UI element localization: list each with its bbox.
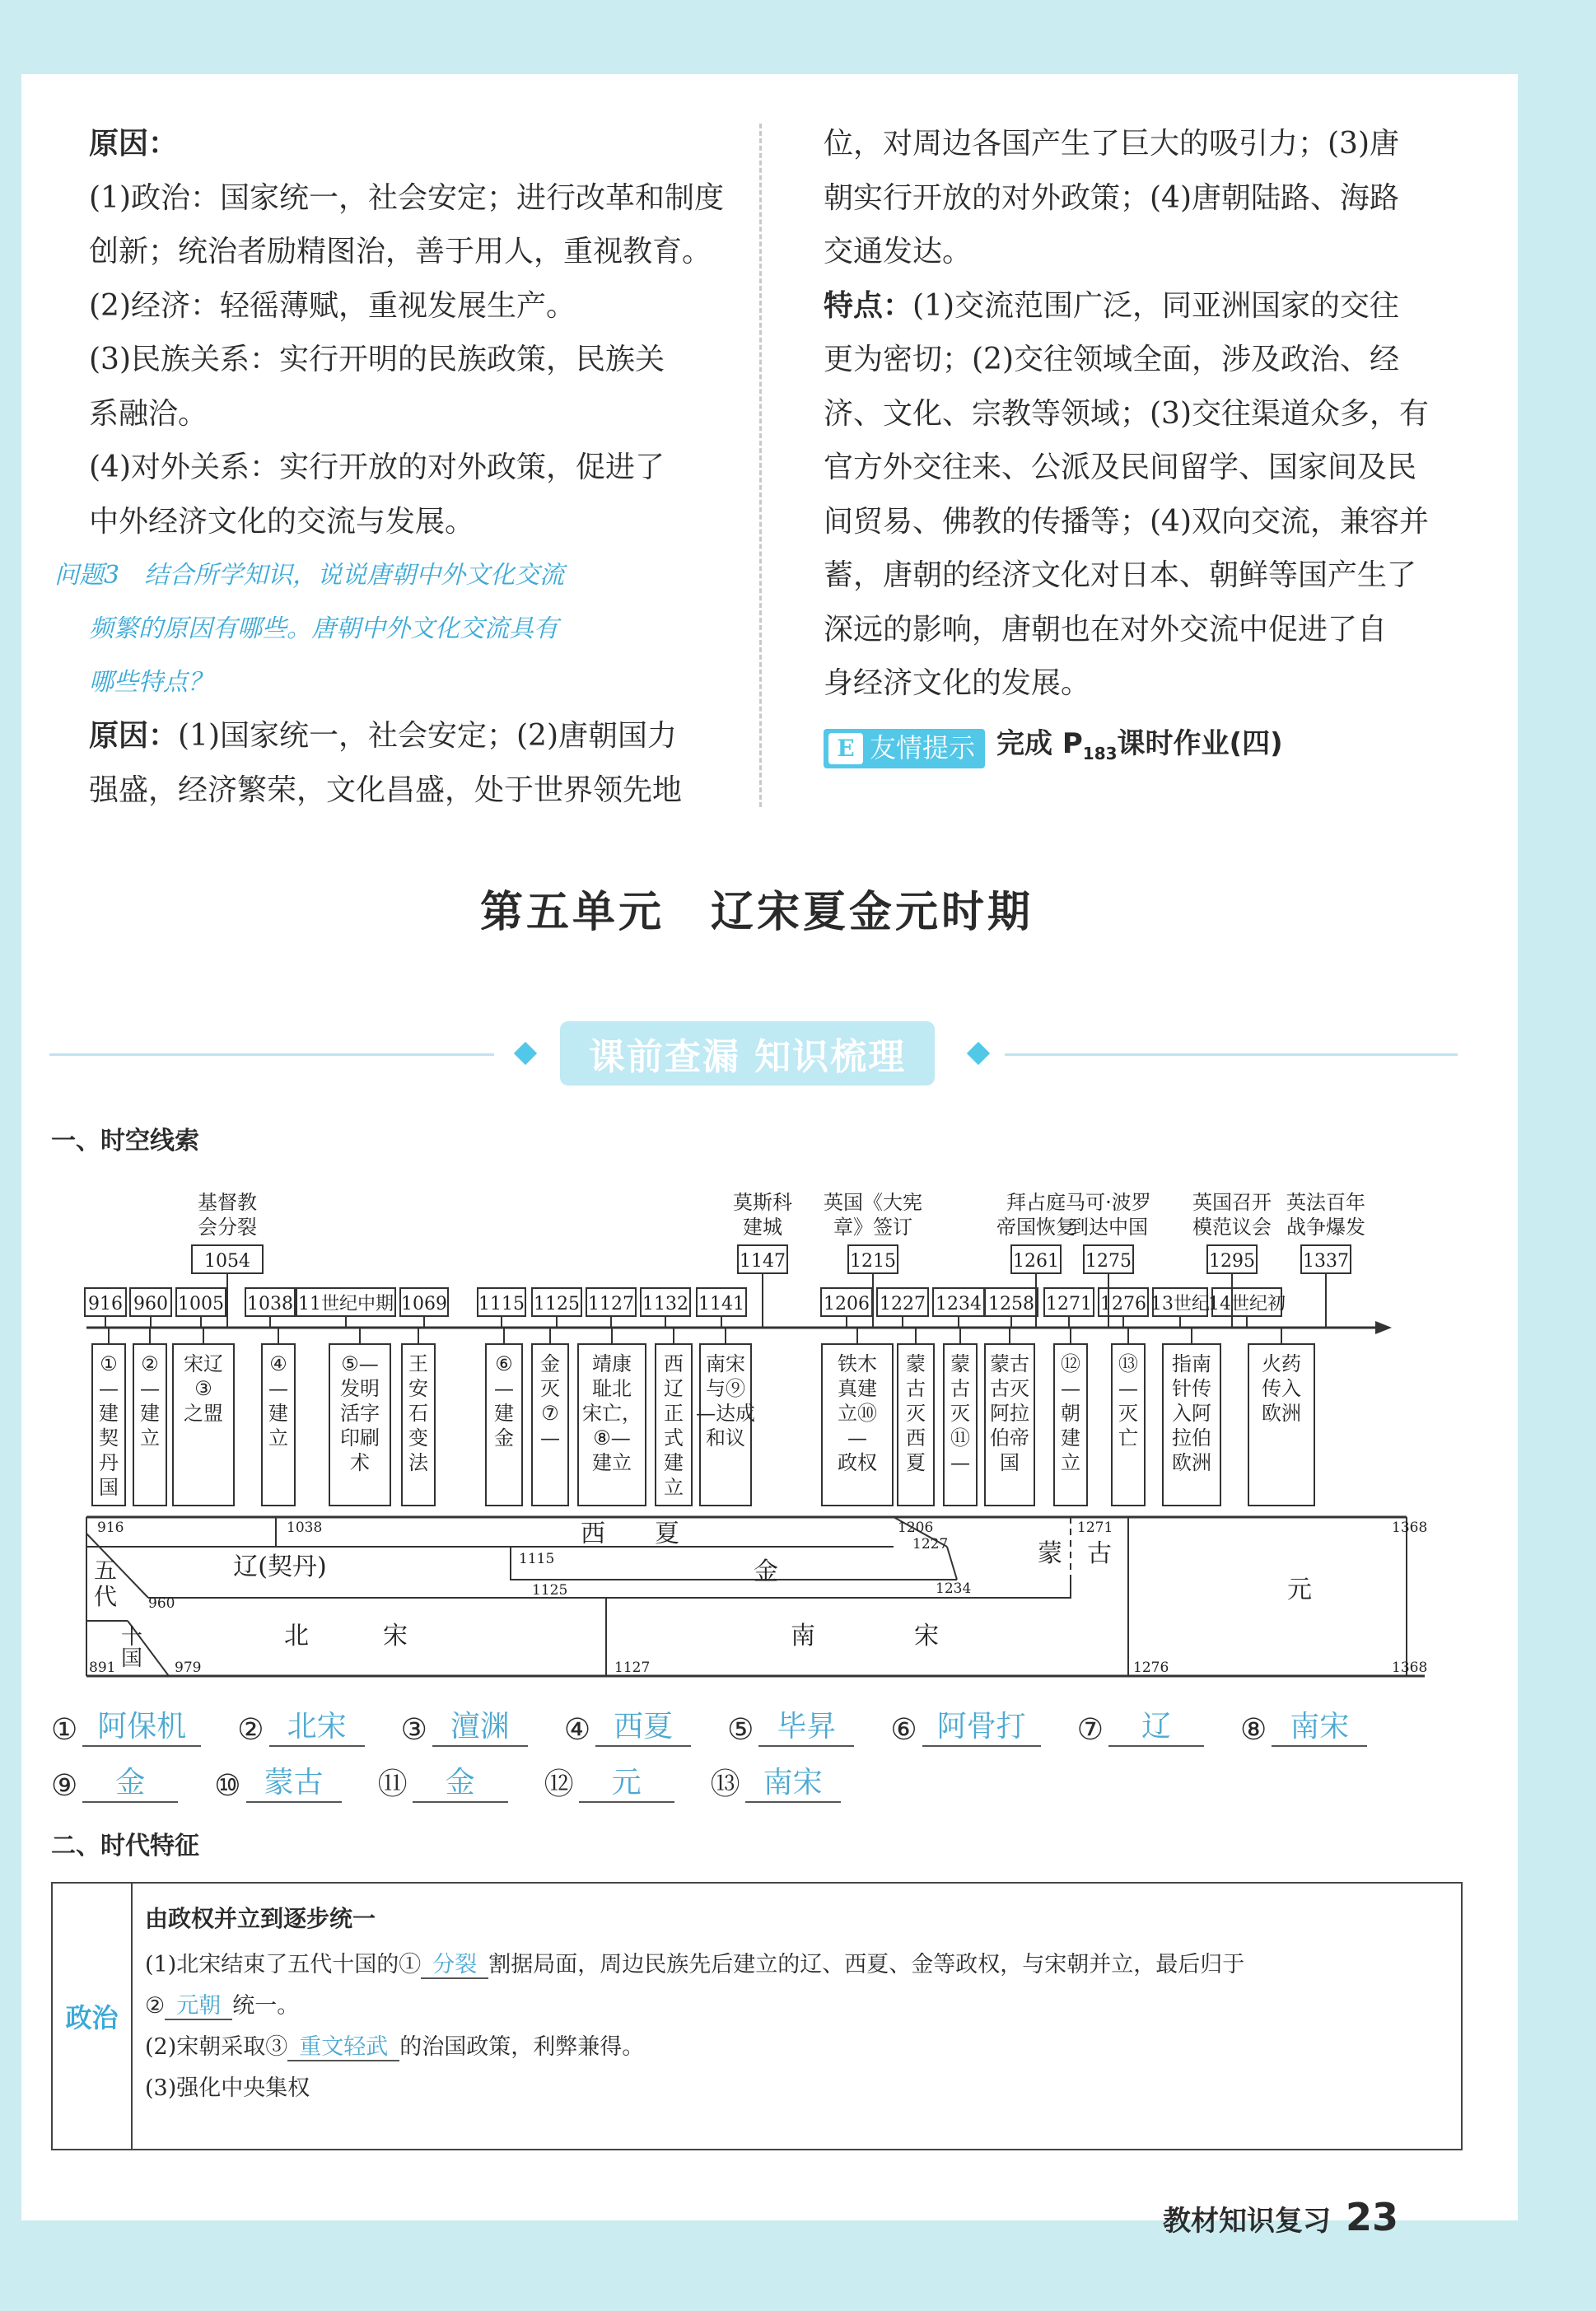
event-text: 与⑨ — [706, 1377, 745, 1400]
fill-blank: 重文轻武 — [287, 2034, 399, 2061]
event-text: — — [140, 1377, 160, 1400]
right-line: 官方外交往来、公派及民间留学、国家间及民 — [824, 451, 1417, 484]
tip-task — [996, 717, 1283, 781]
band-year-label: 1206 — [898, 1520, 934, 1536]
axis-year-label: 1258 — [988, 1294, 1034, 1314]
right-line: 更为密切；(2)交往领域全面，涉及政治、经 — [824, 343, 1399, 376]
event-text: 和议 — [706, 1426, 745, 1450]
table-text: 统一。 — [232, 1993, 300, 2019]
world-event-year: 1261 — [1013, 1251, 1059, 1272]
right-line: 朝实行开放的对外政策；(4)唐朝陆路、海路 — [824, 180, 1399, 215]
footer-label: 教材知识复习 — [1162, 2205, 1331, 2238]
answer-label: 原因： — [89, 718, 179, 753]
event-text: 耻北 — [592, 1377, 632, 1400]
event-text: — — [1118, 1377, 1138, 1400]
answer-value: 澶渊 — [432, 1703, 528, 1747]
dynasty-label: 辽(契丹) — [233, 1552, 327, 1581]
event-text: 政权 — [838, 1451, 877, 1474]
world-event-label: 英国召开 — [1192, 1191, 1272, 1214]
answer-item — [51, 1703, 201, 1747]
answer-line: 强盛，经济繁荣，文化昌盛，处于世界领先地 — [89, 773, 683, 807]
event-text: ⑦ — [541, 1402, 559, 1425]
world-event-year: 1054 — [204, 1251, 250, 1272]
dynasty-label: 代 — [93, 1583, 118, 1610]
fill-blank: 元朝 — [165, 1993, 232, 2020]
answer-value: 南宋 — [745, 1759, 841, 1803]
event-text: 金 — [540, 1352, 560, 1375]
event-text: 古 — [906, 1377, 926, 1400]
left-line: (2)经济：轻徭薄赋，重视发展生产。 — [89, 288, 576, 323]
event-text: 立 — [268, 1426, 288, 1450]
event-text: 拉伯 — [1172, 1426, 1211, 1450]
axis-year-label: 1005 — [178, 1294, 224, 1314]
event-text: 契 — [99, 1426, 119, 1450]
world-event-label: 帝国恢复 — [996, 1216, 1076, 1239]
event-text: 宋亡， — [582, 1402, 642, 1425]
event-text: ⑬ — [1118, 1352, 1138, 1375]
diamond-icon — [967, 1042, 990, 1065]
answer-number: ⑧ — [1240, 1713, 1267, 1747]
axis-year-label: 14世纪初 — [1208, 1294, 1286, 1314]
event-text: 灭 — [1118, 1402, 1138, 1425]
band-year-label: 1234 — [936, 1580, 972, 1597]
event-text: 欧洲 — [1262, 1402, 1301, 1425]
answer-value: 金 — [82, 1759, 178, 1803]
unit-title: 第五单元 辽宋夏金元时期 — [479, 888, 1034, 937]
event-text: 国 — [1000, 1451, 1020, 1474]
band-year-label: 1115 — [519, 1551, 555, 1567]
band-year-label: 960 — [148, 1595, 175, 1612]
left-line: 创新；统治者励精图治，善于用人，重视教育。 — [89, 235, 712, 268]
tip-task-suffix: 课时作业(四) — [1117, 726, 1283, 760]
page-number: 23 — [1345, 2195, 1398, 2239]
answer-number: ⑤ — [727, 1713, 754, 1747]
event-text: 丹 — [99, 1451, 119, 1474]
axis-year-label: 1234 — [936, 1294, 982, 1314]
question-line: 问题3 结合所学知识，说说唐朝中外文化交流 — [54, 561, 565, 590]
answer-item — [890, 1703, 1040, 1747]
dynasty-label: 蒙 古 — [1038, 1539, 1112, 1568]
event-text: 辽 — [664, 1377, 684, 1400]
event-text: 火药 — [1262, 1352, 1301, 1375]
table-text: ② — [145, 1993, 166, 2019]
event-text: 立⑩ — [838, 1402, 877, 1425]
table-text: (1)北宋结束了五代十国的① — [145, 1952, 422, 1977]
answer-value: 元 — [579, 1759, 674, 1803]
feature-label: 特点： — [824, 287, 913, 323]
table-line — [145, 2027, 1446, 2068]
reason-title: 原因： — [89, 126, 179, 161]
world-event-label: 建城 — [743, 1216, 782, 1239]
event-text: 术 — [350, 1451, 370, 1474]
event-text: ① — [100, 1352, 118, 1375]
event-text: 安 — [408, 1377, 428, 1400]
dynasty-label: 国 — [120, 1646, 143, 1671]
page-frame-right — [1518, 0, 1596, 2311]
event-text: 西 — [664, 1352, 684, 1375]
event-text: 变 — [408, 1426, 428, 1450]
column-divider — [759, 124, 762, 807]
event-text: 指南 — [1172, 1352, 1211, 1375]
dynasty-label: 五 — [93, 1557, 118, 1584]
table-line — [145, 1986, 1446, 2027]
band-year-label: 1368 — [1392, 1660, 1428, 1676]
event-text: 法 — [408, 1451, 428, 1474]
event-text: 发明 — [340, 1377, 380, 1400]
feature-text: (1)交流范围广泛，同亚洲国家的交往 — [912, 288, 1400, 323]
left-line: 系融洽。 — [89, 396, 208, 431]
page-footer — [1163, 2195, 1398, 2239]
banner-line-right — [1005, 1053, 1458, 1056]
world-event-label: 章》签订 — [833, 1216, 912, 1239]
answer-number: ② — [237, 1713, 264, 1747]
world-event-label: 拜占庭 — [1006, 1191, 1066, 1214]
right-line: 济、文化、宗教等领域；(3)交往渠道众多，有 — [824, 396, 1429, 431]
dynasty-label: 北 宋 — [284, 1622, 408, 1650]
event-text: 立 — [664, 1476, 684, 1499]
axis-year-label: 916 — [88, 1294, 123, 1314]
event-text: 建立 — [592, 1451, 632, 1474]
event-text: 立 — [1061, 1451, 1080, 1474]
answer-item — [564, 1703, 691, 1747]
event-text: 建 — [99, 1402, 119, 1425]
answer-item — [544, 1759, 674, 1803]
world-event-label: 英法百年 — [1286, 1191, 1365, 1214]
event-text: 王 — [408, 1352, 428, 1375]
answer-number: ⑩ — [214, 1769, 241, 1803]
answer-item — [1240, 1703, 1367, 1747]
table-content — [145, 1898, 1446, 2109]
answer-number: ⑫ — [544, 1767, 574, 1801]
dynasty-label: 十 — [120, 1625, 143, 1650]
axis-arrow-icon — [1375, 1321, 1392, 1334]
event-text: 活字 — [340, 1402, 380, 1425]
event-text: ⑧— — [593, 1426, 631, 1450]
answer-row — [51, 1759, 877, 1803]
answer-value: 北宋 — [269, 1703, 365, 1747]
event-text: 古 — [950, 1377, 970, 1400]
left-line: (1)政治：国家统一，社会安定；进行改革和制度 — [89, 180, 724, 215]
left-line: (4)对外关系：实行开放的对外政策，促进了 — [89, 451, 665, 484]
answer-value: 金 — [413, 1759, 508, 1803]
table-text: 割据局面，周边民族先后建立的辽、西夏、金等政权，与宋朝并立，最后归于 — [488, 1952, 1245, 1977]
jin-band — [511, 1547, 957, 1580]
event-text: 西 — [906, 1426, 926, 1450]
question-line: 哪些特点？ — [89, 668, 212, 697]
answer-item — [51, 1759, 178, 1803]
event-text: 石 — [408, 1402, 428, 1425]
axis-year-label: 1132 — [642, 1294, 688, 1314]
answer-number: ① — [51, 1713, 78, 1747]
axis-year-label: 1206 — [824, 1294, 870, 1314]
band-year-label: 916 — [97, 1520, 124, 1536]
axis-year-label: 1141 — [698, 1294, 744, 1314]
world-event-label: 模范议会 — [1192, 1216, 1272, 1239]
axis-year-label: 1227 — [880, 1294, 926, 1314]
event-text: — — [540, 1426, 560, 1450]
edit-icon: E — [828, 733, 863, 764]
answer-item — [727, 1703, 854, 1747]
event-text: 入阿 — [1172, 1402, 1211, 1425]
answer-item — [401, 1703, 528, 1747]
event-text: 针传 — [1172, 1377, 1211, 1400]
event-text: —达成 — [696, 1402, 755, 1425]
event-text: 宋辽 — [184, 1352, 223, 1375]
answer-value: 蒙古 — [246, 1759, 342, 1803]
answer-number: ⑪ — [377, 1767, 408, 1801]
event-text: — — [847, 1426, 867, 1450]
band-year-label: 891 — [89, 1660, 116, 1676]
event-text: 建 — [140, 1402, 160, 1425]
event-text: — — [1061, 1377, 1080, 1400]
answer-item — [711, 1759, 841, 1803]
axis-year-label: 960 — [133, 1294, 168, 1314]
event-text: 式 — [664, 1426, 684, 1450]
world-event-year: 1337 — [1303, 1251, 1349, 1272]
answer-number: ⑥ — [890, 1713, 917, 1747]
right-line: 间贸易、佛教的传播等；(4)双向交流，兼容并 — [824, 504, 1429, 539]
world-event-year: 1147 — [740, 1251, 786, 1272]
left-line: 中外经济文化的交流与发展。 — [89, 504, 475, 539]
band-year-label: 1127 — [614, 1660, 651, 1676]
world-event-label: 英国《大宪 — [824, 1191, 922, 1214]
answer-value: 西夏 — [595, 1703, 691, 1747]
world-event-label: 基督教 — [198, 1191, 257, 1214]
tip-badge — [824, 729, 985, 768]
event-text: 真建 — [838, 1377, 877, 1400]
right-line: 位，对周边各国产生了巨大的吸引力；(3)唐 — [824, 127, 1399, 161]
table-line: (3)强化中央集权 — [145, 2075, 310, 2101]
answer-number: ⑦ — [1076, 1713, 1104, 1747]
dynasty-label: 金 — [754, 1557, 778, 1586]
axis-year-label: 1271 — [1046, 1294, 1092, 1314]
event-text: 灭 — [540, 1377, 560, 1400]
era-features-table — [51, 1882, 1463, 2150]
table-title: 由政权并立到逐步统一 — [145, 1905, 376, 1932]
jin-end — [947, 1547, 957, 1580]
event-text: 伯帝 — [990, 1426, 1029, 1450]
band-year-label: 1368 — [1392, 1520, 1428, 1536]
event-text: 铁木 — [838, 1352, 877, 1375]
event-text: ⑫ — [1061, 1352, 1080, 1375]
answer-text: (1)国家统一，社会安定；(2)唐朝国力 — [178, 719, 678, 753]
event-text: 国 — [99, 1476, 119, 1499]
event-text: 古灭 — [990, 1377, 1029, 1400]
event-text: 蒙古 — [990, 1352, 1029, 1375]
tip-task-page: 183 — [1082, 743, 1118, 763]
event-text: 灭 — [950, 1402, 970, 1425]
right-line: 深远的影响，唐朝也在对外交流中促进了自 — [824, 612, 1388, 647]
world-event-year: 1295 — [1209, 1251, 1255, 1272]
event-text: 金 — [494, 1426, 514, 1450]
event-text: — — [99, 1377, 119, 1400]
answer-item — [214, 1759, 341, 1803]
left-line: (3)民族关系：实行开明的民族政策，民族关 — [89, 343, 665, 376]
world-event-label: 战争爆发 — [1286, 1216, 1365, 1239]
event-text: 建 — [664, 1451, 684, 1474]
dynasty-label: 南 宋 — [791, 1622, 939, 1650]
table-text: 的治国政策，利弊兼得。 — [399, 2034, 645, 2060]
answer-number: ⑬ — [710, 1767, 740, 1801]
event-text: ③ — [194, 1377, 212, 1400]
section-banner-title: 课前查漏 知识梳理 — [560, 1021, 935, 1085]
band-year-label: 1227 — [912, 1536, 949, 1552]
axis-year-label: 1038 — [247, 1294, 293, 1314]
event-text: ④ — [269, 1352, 287, 1375]
event-text: — — [268, 1377, 288, 1400]
section-banner — [49, 1021, 1458, 1087]
event-text: 传入 — [1262, 1377, 1301, 1400]
right-line: 蓄，唐朝的经济文化对日本、朝鲜等国产生了 — [824, 558, 1417, 592]
answer-value: 阿骨打 — [922, 1703, 1041, 1747]
world-event-label: 莫斯科 — [733, 1191, 792, 1214]
answer-line — [89, 709, 735, 763]
right-column — [824, 117, 1468, 781]
diamond-icon — [514, 1042, 537, 1065]
right-line: 身经济文化的发展。 — [824, 666, 1091, 700]
axis-year-label: 1069 — [401, 1294, 447, 1314]
answer-item — [378, 1759, 508, 1803]
event-text: — — [494, 1377, 514, 1400]
event-text: 亡 — [1118, 1426, 1138, 1450]
answer-item — [1077, 1703, 1204, 1747]
event-text: 立 — [140, 1426, 160, 1450]
answer-value: 辽 — [1108, 1703, 1204, 1747]
answer-number: ③ — [400, 1713, 427, 1747]
feature-line — [824, 279, 1468, 334]
band-year-label: 1125 — [532, 1582, 568, 1599]
right-line: 交通发达。 — [824, 235, 973, 268]
tip-row — [824, 717, 1468, 781]
answer-value: 南宋 — [1272, 1703, 1367, 1747]
axis-year-label: 1276 — [1100, 1294, 1146, 1314]
event-text: 阿拉 — [990, 1402, 1029, 1425]
event-text: 印刷 — [340, 1426, 380, 1450]
event-text: ② — [141, 1352, 159, 1375]
band-year-label: 1276 — [1133, 1660, 1169, 1676]
event-text: 欧洲 — [1172, 1451, 1211, 1474]
tip-task-prefix: 完成 P — [996, 726, 1083, 760]
event-text: 蒙 — [950, 1352, 970, 1375]
dynasty-label: 元 — [1287, 1576, 1312, 1604]
answer-number: ⑨ — [51, 1769, 78, 1803]
dynasty-label: 西 夏 — [581, 1520, 679, 1548]
event-text: 靖康 — [592, 1352, 632, 1375]
event-text: ⑥ — [495, 1352, 513, 1375]
band-year-label: 979 — [175, 1660, 202, 1676]
table-row-label: 政治 — [53, 1884, 133, 2149]
world-event-label: 马可·波罗 — [1066, 1191, 1151, 1214]
event-text: 夏 — [906, 1451, 926, 1474]
section1-heading: 一、时空线索 — [51, 1127, 199, 1156]
tip-badge-label: 友情提示 — [870, 732, 976, 764]
table-line — [145, 1945, 1446, 1986]
table-text: (2)宋朝采取③ — [145, 2034, 288, 2060]
band-year-label: 1271 — [1077, 1520, 1113, 1536]
world-event-label: 会分裂 — [198, 1216, 257, 1239]
event-text: 建 — [1061, 1426, 1080, 1450]
answer-value: 阿保机 — [82, 1703, 201, 1747]
axis-year-label: 1115 — [478, 1294, 525, 1314]
song-top-line — [148, 1580, 1071, 1598]
answer-value: 毕昇 — [758, 1703, 854, 1747]
section2-heading: 二、时代特征 — [51, 1832, 199, 1860]
event-text: ⑪ — [950, 1426, 970, 1450]
world-event-year: 1215 — [850, 1251, 896, 1272]
axis-year-label: 11世纪中期 — [298, 1294, 394, 1314]
left-column — [54, 117, 735, 817]
event-text: 蒙 — [906, 1352, 926, 1375]
event-text: 之盟 — [184, 1402, 223, 1425]
axis-year-label: 1125 — [534, 1294, 580, 1314]
event-text: — — [950, 1451, 970, 1474]
event-text: 朝 — [1061, 1402, 1080, 1425]
axis-year-label: 13世纪 — [1150, 1294, 1210, 1314]
event-text: 正 — [664, 1402, 684, 1425]
event-text: 建 — [494, 1402, 514, 1425]
banner-line-left — [49, 1053, 494, 1056]
answer-number: ④ — [563, 1713, 591, 1747]
world-event-year: 1275 — [1085, 1251, 1132, 1272]
event-text: 建 — [268, 1402, 288, 1425]
event-text: 南宋 — [706, 1352, 745, 1375]
timeline-diagram — [0, 1153, 1515, 1688]
world-event-label: 到达中国 — [1069, 1216, 1148, 1239]
event-text: ⑤— — [341, 1352, 379, 1375]
fill-blank: 分裂 — [421, 1952, 488, 1979]
event-text: 灭 — [906, 1402, 926, 1425]
band-year-label: 1038 — [287, 1520, 323, 1536]
page-frame-top — [0, 0, 1596, 74]
question-line: 频繁的原因有哪些。唐朝中外文化交流具有 — [89, 614, 558, 643]
answer-item — [237, 1703, 364, 1747]
axis-year-label: 1127 — [588, 1294, 634, 1314]
answer-row — [51, 1703, 1403, 1747]
